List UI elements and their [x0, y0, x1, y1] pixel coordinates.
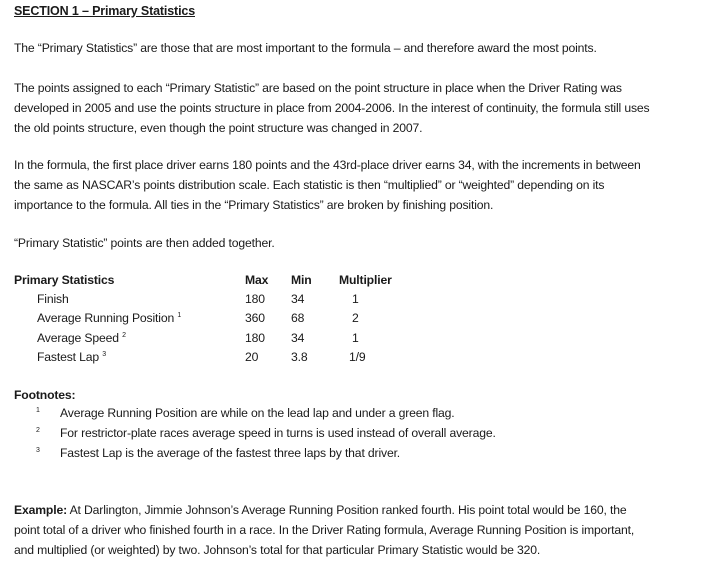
example-line-2: point total of a driver who finished fourth in a race. In the Driver Rating formula, Average Running Position is important, [14, 523, 635, 537]
example-line-3: and multiplied (or weighted) by two. Johnson’s total for that particular Primary Statistic would be 320. [14, 543, 541, 557]
row-max: 180 [245, 292, 265, 306]
table-header-min: Min [291, 273, 312, 287]
added-together-paragraph: “Primary Statistic” points are then added together. [14, 236, 275, 250]
table-header-multiplier: Multiplier [339, 273, 392, 287]
table-header-max: Max [245, 273, 269, 287]
row-multiplier: 2 [352, 311, 359, 325]
formula-line-3: importance to the formula. All ties in the “Primary Statistics” are broken by finishing position. [14, 198, 494, 212]
row-name-text: Average Speed [37, 331, 119, 345]
points-structure-line-2: developed in 2005 and use the points structure in place from 2004-2006. In the interest of continuity, the formula still uses [14, 101, 650, 115]
footnote-ref: 3 [102, 351, 107, 358]
footnotes-title: Footnotes: [14, 388, 76, 402]
footnote-number: 2 [36, 427, 40, 434]
row-multiplier: 1 [352, 331, 359, 345]
row-multiplier: 1/9 [349, 350, 366, 364]
footnote-text: Average Running Position are while on the lead lap and under a green flag. [60, 406, 455, 420]
row-name-text: Finish [37, 292, 69, 306]
row-name [37, 292, 69, 306]
row-max: 180 [245, 331, 265, 345]
footnote-number: 1 [36, 407, 40, 414]
formula-line-1: In the formula, the first place driver earns 180 points and the 43rd-place driver earns 34, with the increments in between [14, 158, 641, 172]
row-min: 34 [291, 292, 305, 306]
points-structure-line-3: the old points structure, even though the point structure was changed in 2007. [14, 121, 423, 135]
example-line-1 [14, 503, 627, 517]
row-min: 34 [291, 331, 305, 345]
footnote-ref: 1 [177, 312, 182, 319]
row-name [37, 350, 106, 364]
row-min: 68 [291, 311, 305, 325]
footnote-text: For restrictor-plate races average speed in turns is used instead of overall average. [60, 426, 496, 440]
row-min: 3.8 [291, 350, 308, 364]
row-name [37, 331, 126, 345]
intro-paragraph: The “Primary Statistics” are those that are most important to the formula – and therefore award the most points. [14, 41, 597, 55]
row-name-text: Average Running Position [37, 311, 175, 325]
points-structure-line-1: The points assigned to each “Primary Statistic” are based on the point structure in place when the Driver Rating was [14, 81, 622, 95]
row-max: 20 [245, 350, 259, 364]
footnote-number: 3 [36, 447, 40, 454]
table-header-statistic: Primary Statistics [14, 273, 115, 287]
footnote-ref: 2 [122, 332, 126, 339]
formula-line-2: the same as NASCAR’s points distribution scale. Each statistic is then “multiplied” or “weighted” depending on its [14, 178, 605, 192]
section-title: SECTION 1 – Primary Statistics [14, 4, 195, 18]
row-name [37, 311, 181, 325]
row-max: 360 [245, 311, 265, 325]
footnote-text: Fastest Lap is the average of the fastest three laps by that driver. [60, 446, 401, 460]
example-text: At Darlington, Jimmie Johnson’s Average Running Position ranked fourth. His point total would be 160, the [67, 503, 627, 517]
example-label: Example: [14, 503, 67, 517]
row-multiplier: 1 [352, 292, 359, 306]
row-name-text: Fastest Lap [37, 350, 100, 364]
